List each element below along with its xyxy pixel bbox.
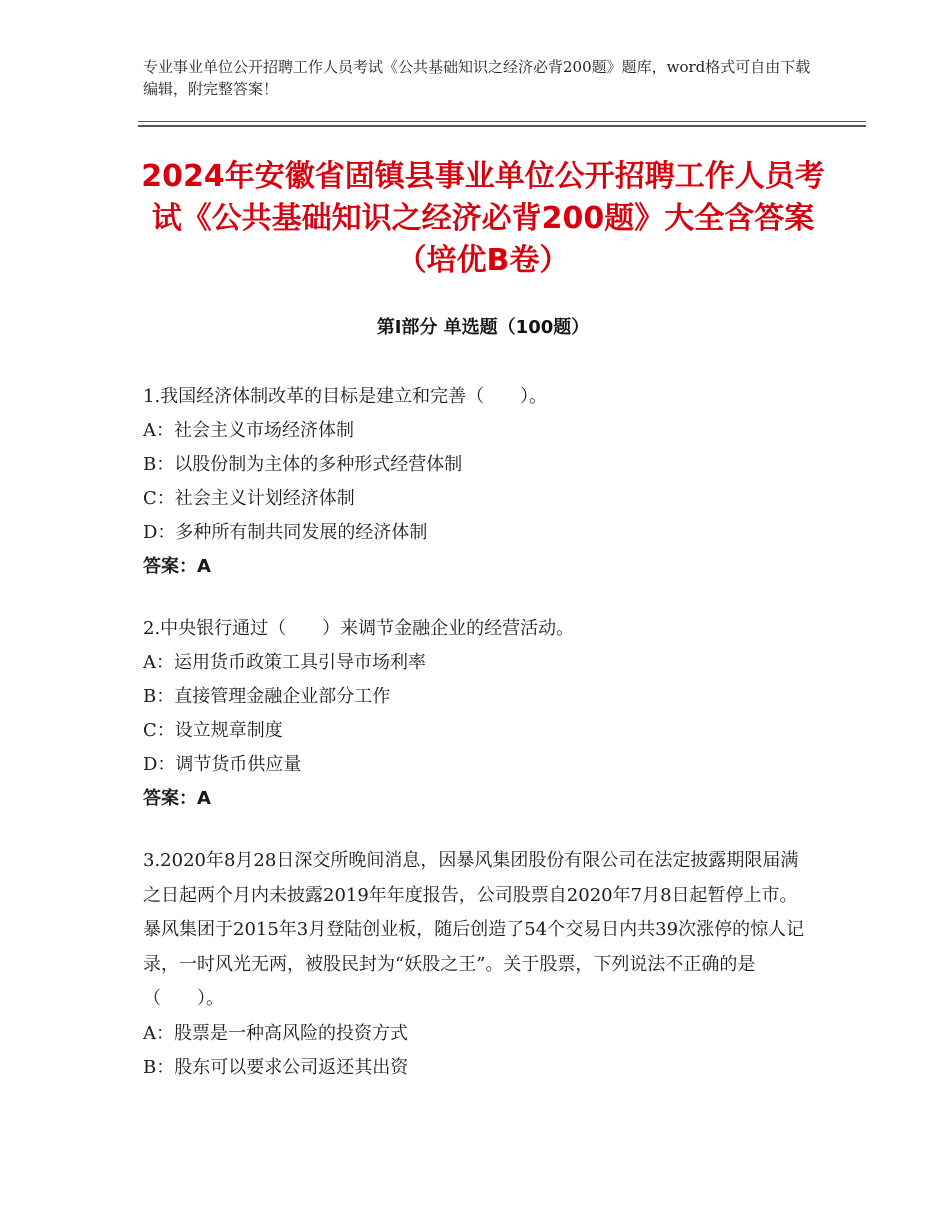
document-title: 2024年安徽省固镇县事业单位公开招聘工作人员考试《公共基础知识之经济必背200题》大全含答案（培优B卷） bbox=[141, 159, 825, 278]
question-3 bbox=[143, 844, 813, 1085]
option-c: C：设立规章制度 bbox=[143, 720, 283, 741]
option-d: D：多种所有制共同发展的经济体制 bbox=[143, 522, 428, 543]
question-list bbox=[143, 380, 813, 1113]
option-c: C：社会主义计划经济体制 bbox=[143, 488, 355, 509]
option-a: A：运用货币政策工具引导市场利率 bbox=[143, 652, 426, 673]
question-stem: 1.我国经济体制改革的目标是建立和完善（ ）。 bbox=[143, 386, 548, 407]
option-b: B：股东可以要求公司返还其出资 bbox=[143, 1056, 409, 1078]
header-divider-thick bbox=[138, 125, 866, 127]
page-header-note: 专业事业单位公开招聘工作人员考试《公共基础知识之经济必背200题》题库，word格式可自由下载编辑，附完整答案！ bbox=[143, 58, 811, 98]
option-a: A：社会主义市场经济体制 bbox=[143, 420, 354, 441]
option-b: B：以股份制为主体的多种形式经营体制 bbox=[143, 454, 463, 475]
answer: 答案：A bbox=[143, 556, 211, 577]
question-1 bbox=[143, 380, 813, 584]
option-b: B：直接管理金融企业部分工作 bbox=[143, 686, 391, 707]
question-2 bbox=[143, 612, 813, 816]
answer: 答案：A bbox=[143, 788, 211, 809]
question-stem: 3.2020年8月28日深交所晚间消息，因暴风集团股份有限公司在法定披露期限届满之日起两个月内未披露2019年年度报告，公司股票自2020年7月8日起暂停上市。暴风集团于2015年3月登陆创业板，随后创造了54个交易日内共39次涨停的惊人记录，一时风光无两，被股民封为“妖股之王”。关于股票，下列说法不正确的是（ ）。 bbox=[143, 850, 805, 1009]
option-d: D：调节货币供应量 bbox=[143, 754, 302, 775]
question-stem: 2.中央银行通过（ ）来调节金融企业的经营活动。 bbox=[143, 618, 575, 639]
option-a: A：股票是一种高风险的投资方式 bbox=[143, 1022, 408, 1044]
section-heading: 第I部分 单选题（100题） bbox=[376, 317, 590, 338]
header-divider bbox=[138, 121, 866, 122]
